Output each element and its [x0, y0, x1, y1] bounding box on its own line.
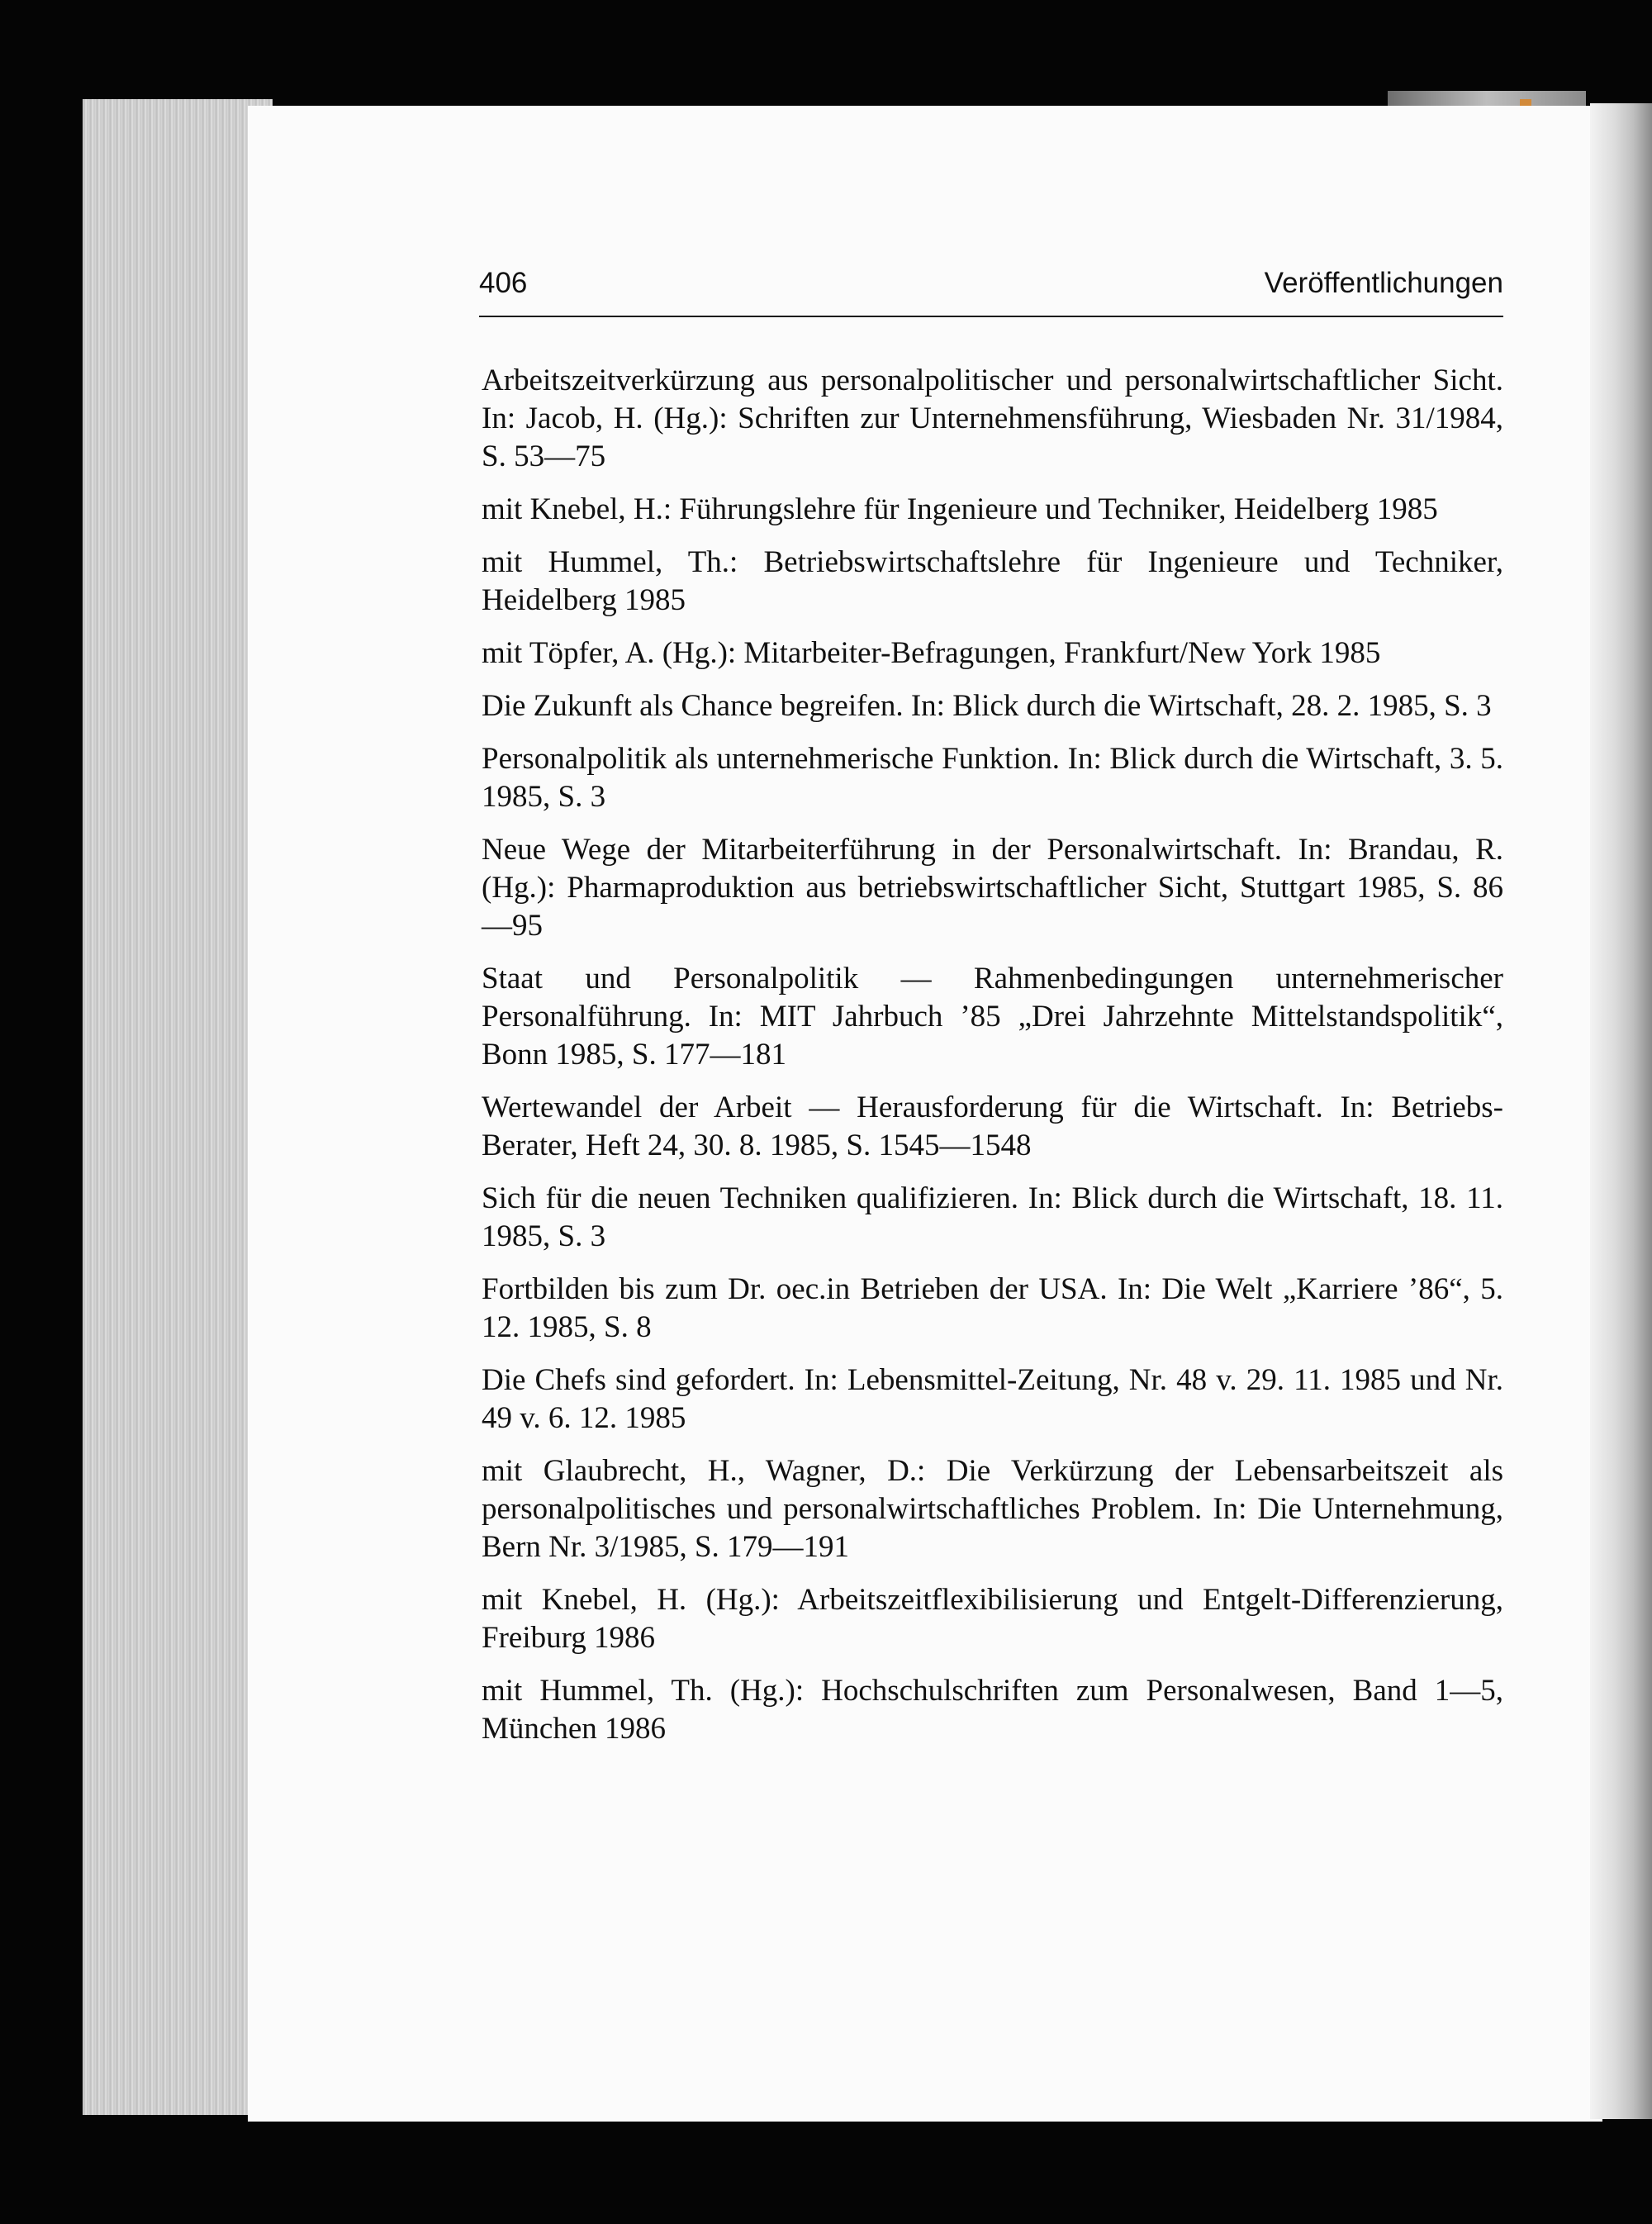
publication-entry: Staat und Personalpolitik — Rahmenbedingungen unternehmerischer Personalführung. In: MIT Jahrbuch ’85 „Drei Jahrzehnte Mittelstandspolitik“, Bonn 1985, S. 177—181: [482, 962, 1503, 1072]
book-page-edges: [83, 99, 273, 2115]
publication-entry: mit Hummel, Th.: Betriebswirtschaftslehre für Ingenieure und Techniker, Heidelberg 1985: [482, 545, 1503, 617]
publication-entry: Wertewandel der Arbeit — Herausforderung für die Wirtschaft. In: Betriebs-Berater, Heft 24, 30. 8. 1985, S. 1545—1548: [482, 1091, 1503, 1162]
running-header: [479, 267, 1503, 313]
publication-entry: Personalpolitik als unternehmerische Funktion. In: Blick durch die Wirtschaft, 3. 5. 1985, S. 3: [482, 742, 1503, 814]
publication-list: [482, 362, 1503, 1763]
publication-entry: Arbeitszeitverkürzung aus personalpolitischer und personalwirtschaftlicher Sicht. In: Jacob, H. (Hg.): Schriften zur Unternehmensführung, Wiesbaden Nr. 31/1984, S. 53—75: [482, 364, 1503, 473]
header-rule: [479, 316, 1503, 317]
publication-entry: Fortbilden bis zum Dr. oec.in Betrieben der USA. In: Die Welt „Karriere ’86“, 5. 12. 1985, S. 8: [482, 1272, 1503, 1344]
section-title: Veröffentlichungen: [1264, 267, 1503, 299]
publication-entry: Die Chefs sind gefordert. In: Lebensmittel-Zeitung, Nr. 48 v. 29. 11. 1985 und Nr. 49 v. 6. 12. 1985: [482, 1363, 1503, 1435]
publication-entry: Sich für die neuen Techniken qualifizieren. In: Blick durch die Wirtschaft, 18. 11. 1985, S. 3: [482, 1181, 1503, 1253]
publication-entry: mit Hummel, Th. (Hg.): Hochschulschriften zum Personalwesen, Band 1—5, München 1986: [482, 1674, 1503, 1746]
page-number: 406: [479, 267, 528, 299]
publication-entry: Neue Wege der Mitarbeiterführung in der Personalwirtschaft. In: Brandau, R. (Hg.): Pharmaproduktion aus betriebswirtschaftlicher Sicht, Stuttgart 1985, S. 86—95: [482, 833, 1503, 943]
book-right-edge: [1590, 103, 1652, 2119]
publication-entry: mit Knebel, H. (Hg.): Arbeitszeitflexibilisierung und Entgelt-Differenzierung, Freiburg 1986: [482, 1583, 1503, 1655]
publication-entry: Die Zukunft als Chance begreifen. In: Blick durch die Wirtschaft, 28. 2. 1985, S. 3: [482, 689, 1492, 723]
publication-entry: mit Knebel, H.: Führungslehre für Ingenieure und Techniker, Heidelberg 1985: [482, 492, 1438, 526]
publication-entry: mit Töpfer, A. (Hg.): Mitarbeiter-Befragungen, Frankfurt/New York 1985: [482, 636, 1381, 670]
publication-entry: mit Glaubrecht, H., Wagner, D.: Die Verkürzung der Lebensarbeitszeit als personalpolitisches und personalwirtschaftliches Problem. In: Die Unternehmung, Bern Nr. 3/1985, S. 179—191: [482, 1454, 1503, 1564]
